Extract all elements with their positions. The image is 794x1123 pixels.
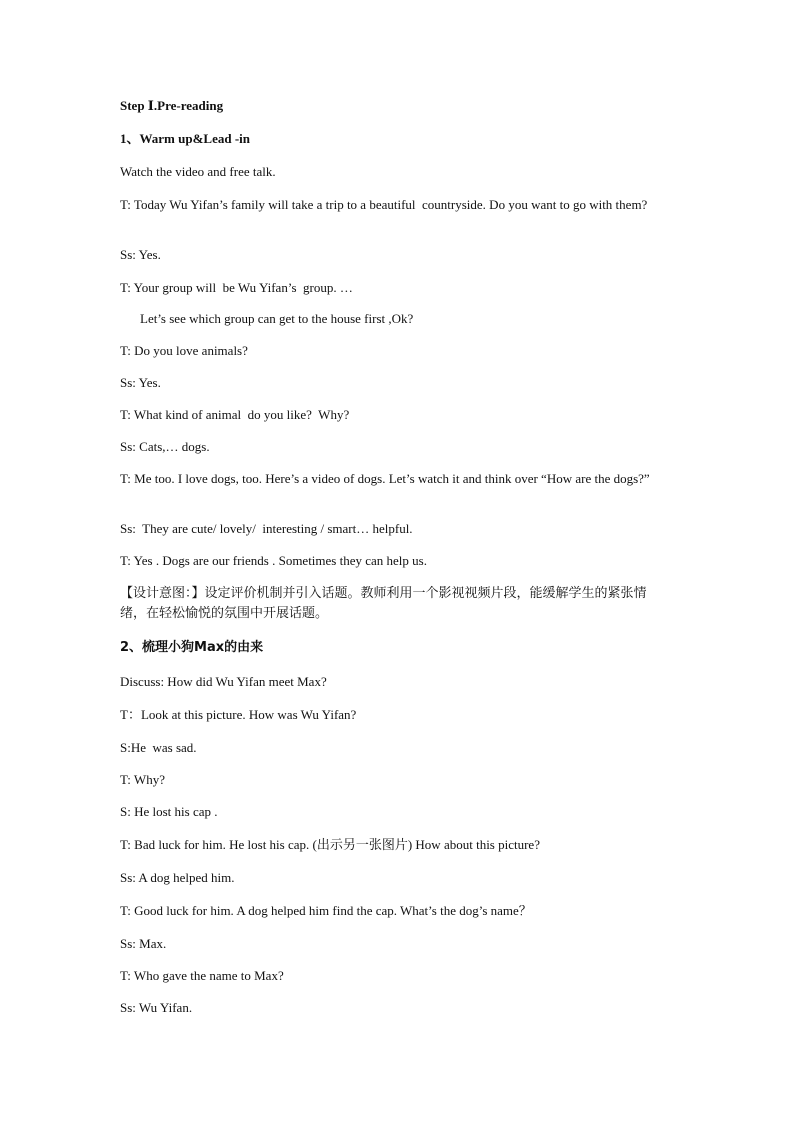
dialogue-line: T: Me too. I love dogs, too. Here’s a video of dogs. Let’s watch it and think over “How are the dogs?” (120, 471, 650, 486)
step-heading: Step Ⅰ.Pre-reading (120, 98, 224, 113)
dialogue-line: Ss: A dog helped him. (120, 870, 235, 885)
dialogue-line: Ss: Max. (120, 936, 167, 951)
dialogue-line: T: Who gave the name to Max? (120, 968, 284, 983)
section-heading-max-origin: 2、梳理小狗Max的由来 (120, 640, 264, 655)
dialogue-line: S:He was sad. (120, 740, 197, 755)
paragraph-watch-video: Watch the video and free talk. (120, 164, 276, 179)
dialogue-line: T: Bad luck for him. He lost his cap. (出示另一张图片) How about this picture? (120, 837, 540, 852)
dialogue-line: T: Yes . Dogs are our friends . Sometimes they can help us. (120, 553, 427, 568)
dialogue-line: T: Do you love animals? (120, 343, 248, 358)
dialogue-line: Ss: Yes. (120, 375, 161, 390)
discussion-prompt: Discuss: How did Wu Yifan meet Max? (120, 674, 327, 689)
design-intent-note: 【设计意图：】设定评价机制并引入话题。教师利用一个影视视频片段，能缓解学生的紧张情绪，在轻松愉悦的氛围中开展话题。 (120, 586, 647, 621)
dialogue-line: T: Your group will be Wu Yifan’s group. … (120, 280, 353, 295)
dialogue-line: Ss: Yes. (120, 247, 161, 262)
dialogue-line: T：Look at this picture. How was Wu Yifan? (120, 707, 357, 722)
dialogue-line: T: Why? (120, 772, 165, 787)
dialogue-line: T: What kind of animal do you like? Why? (120, 407, 350, 422)
dialogue-line: Let’s see which group can get to the house first ,Ok? (140, 311, 414, 326)
dialogue-line: Ss: They are cute/ lovely/ interesting / smart… helpful. (120, 521, 413, 536)
dialogue-line: T: Today Wu Yifan’s family will take a trip to a beautiful countryside. Do you want to go with them? (120, 197, 648, 212)
section-heading-warm-up: 1、Warm up&Lead -in (120, 131, 251, 146)
dialogue-line: Ss: Wu Yifan. (120, 1000, 193, 1015)
dialogue-line: Ss: Cats,… dogs. (120, 439, 210, 454)
dialogue-line: T: Good luck for him. A dog helped him find the cap. What’s the dog’s name？ (120, 903, 532, 918)
dialogue-line: S: He lost his cap . (120, 804, 218, 819)
